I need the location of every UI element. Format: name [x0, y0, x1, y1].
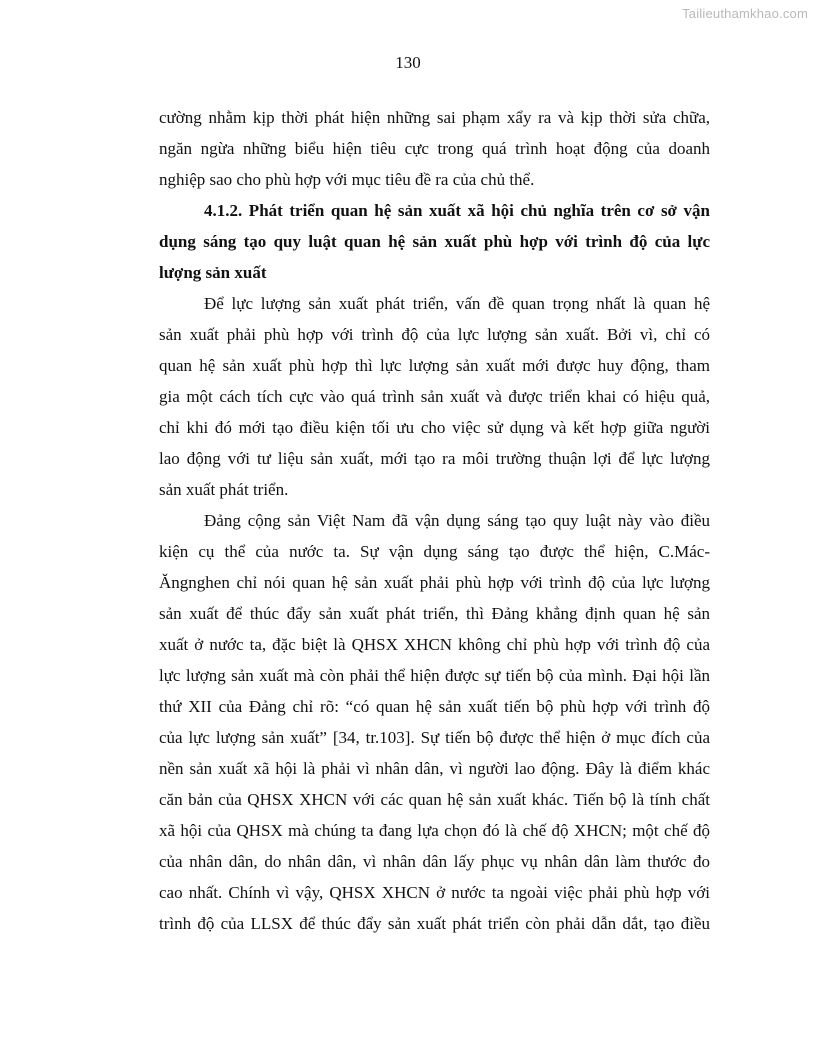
page-number: 130 [395, 53, 421, 72]
text-line: xã hội của QHSX mà chúng ta đang lựa chọn đó là chế độ XHCN; một chế độ [159, 821, 710, 840]
text-line: sản xuất để thúc đẩy sản xuất phát triển, thì Đảng khẳng định quan hệ sản [159, 604, 710, 623]
text-line: của lực lượng sản xuất” [34, tr.103]. Sự tiến bộ được thể hiện ở mục đích của [159, 728, 710, 747]
text-line: cường nhằm kịp thời phát hiện những sai phạm xẩy ra và kịp thời sửa chữa, [159, 108, 710, 127]
text-line: sản xuất phát triển. [159, 480, 289, 499]
text-line: xuất ở nước ta, đặc biệt là QHSX XHCN không chỉ phù hợp với trình độ của [159, 635, 710, 654]
text-line: Để lực lượng sản xuất phát triển, vấn đề quan trọng nhất là quan hệ [204, 294, 710, 313]
text-line: chỉ khi đó mới tạo điều kiện tối ưu cho việc sử dụng và kết hợp giữa người [159, 418, 710, 437]
text-line: quan hệ sản xuất phù hợp thì lực lượng sản xuất mới được huy động, tham [159, 356, 710, 375]
text-line: của nhân dân, do nhân dân, vì nhân dân lấy phục vụ nhân dân làm thước đo [159, 852, 710, 871]
text-line: kiện cụ thể của nước ta. Sự vận dụng sáng tạo được thể hiện, C.Mác- [159, 542, 710, 561]
text-line: Ăngnghen chỉ nói quan hệ sản xuất phải phù hợp với trình độ của lực lượng [159, 573, 710, 592]
text-line: căn bản của QHSX XHCN với các quan hệ sản xuất khác. Tiến bộ là tính chất [159, 790, 710, 809]
text-line: sản xuất phải phù hợp với trình độ của lực lượng sản xuất. Bởi vì, chỉ có [159, 325, 710, 344]
watermark: Tailieuthamkhao.com [682, 6, 808, 21]
text-line: Đảng cộng sản Việt Nam đã vận dụng sáng tạo quy luật này vào điều [204, 511, 710, 530]
text-line: cao nhất. Chính vì vậy, QHSX XHCN ở nước ta ngoài việc phải phù hợp với [159, 883, 710, 902]
text-line: nghiệp sao cho phù hợp với mục tiêu đề ra của chủ thể. [159, 170, 535, 189]
text-line: nền sản xuất xã hội là phải vì nhân dân, vì người lao động. Đây là điểm khác [159, 759, 710, 778]
text-line: thứ XII của Đảng chỉ rõ: “có quan hệ sản xuất tiến bộ phù hợp với trình độ [159, 697, 710, 716]
text-line: gia một cách tích cực vào quá trình sản xuất và được triển khai có hiệu quả, [159, 387, 710, 406]
section-heading-line: dụng sáng tạo quy luật quan hệ sản xuất phù hợp với trình độ của lực [159, 232, 710, 251]
text-line: ngăn ngừa những biểu hiện tiêu cực trong quá trình hoạt động của doanh [159, 139, 710, 158]
section-heading-line: lượng sản xuất [159, 263, 267, 282]
section-heading-line: 4.1.2. Phát triển quan hệ sản xuất xã hội chủ nghĩa trên cơ sở vận [204, 201, 710, 220]
text-line: lao động với tư liệu sản xuất, mới tạo ra môi trường thuận lợi để lực lượng [159, 449, 710, 468]
text-line: lực lượng sản xuất mà còn phải thể hiện được sự tiến bộ của mình. Đại hội lần [159, 666, 710, 685]
text-line: trình độ của LLSX để thúc đẩy sản xuất phát triển còn phải dẫn dắt, tạo điều [159, 914, 710, 933]
